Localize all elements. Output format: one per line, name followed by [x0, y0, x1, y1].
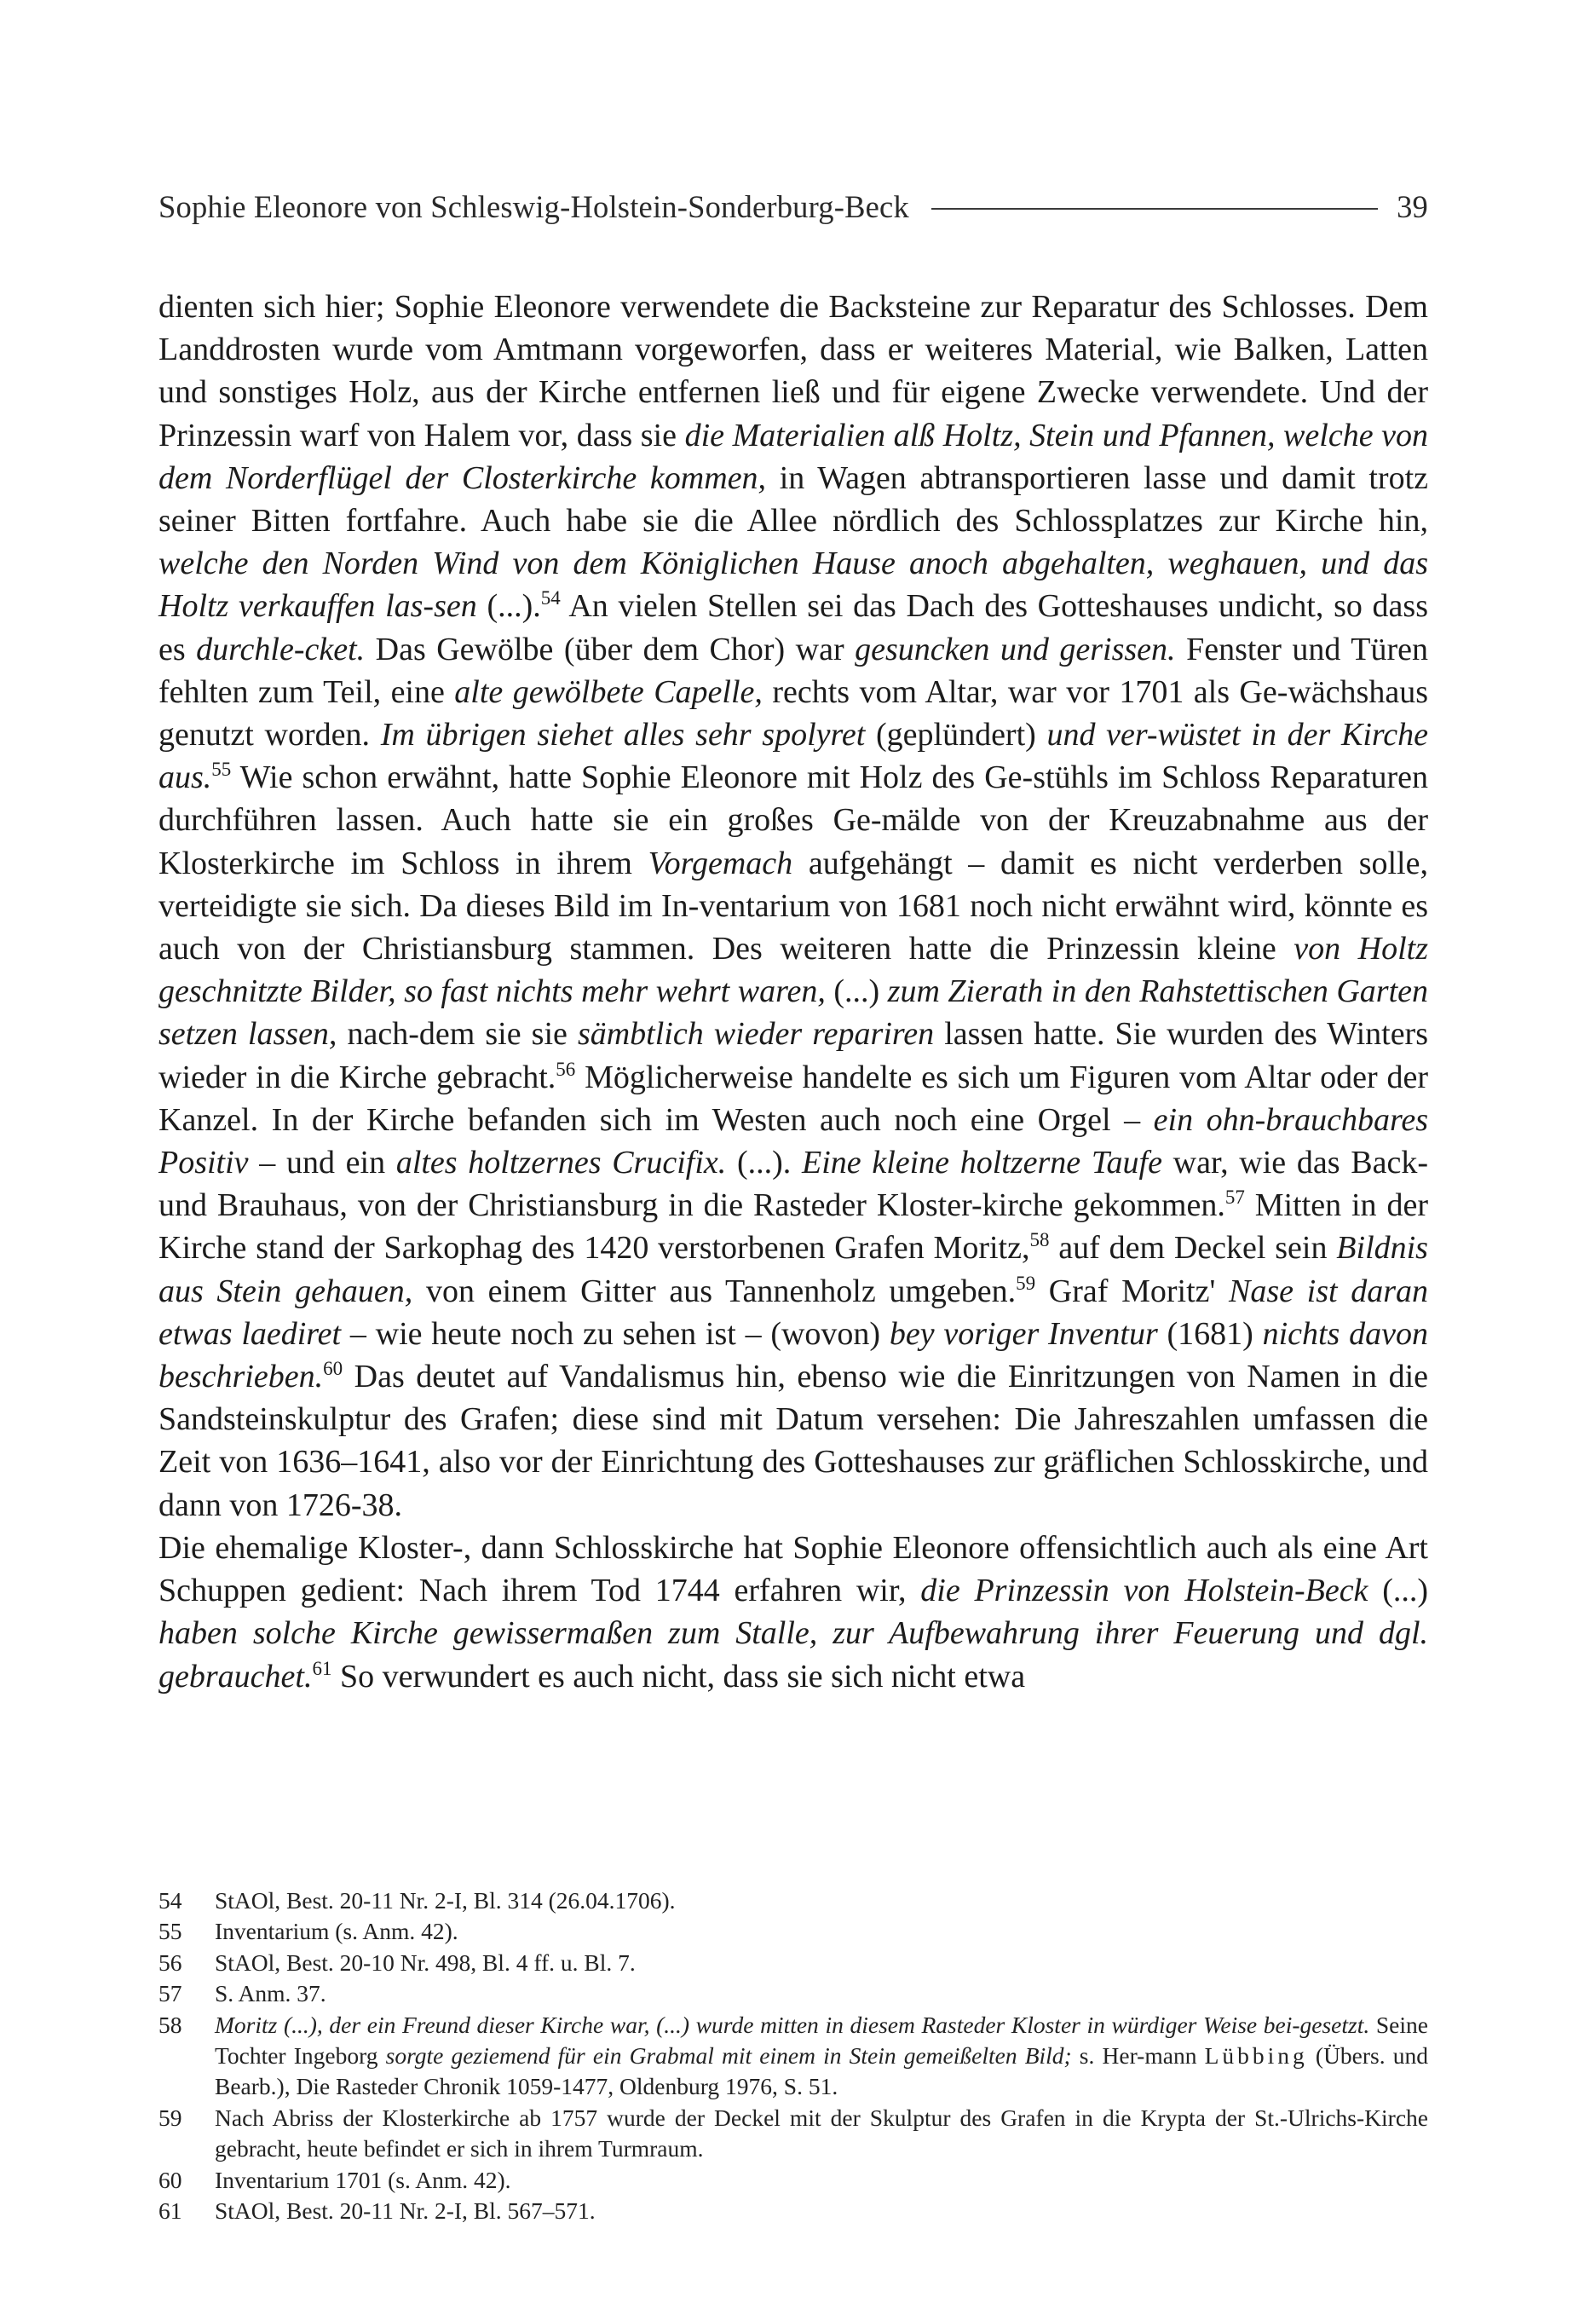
text-run: Graf Moritz' [1035, 1273, 1229, 1309]
text-run: von einem Gitter aus Tannenholz umgeben. [412, 1273, 1017, 1309]
text-run: rechts vom Altar, war vor 1701 als Ge-wächshaus genutzt worden. [158, 673, 1428, 753]
footnote [158, 2165, 1428, 2196]
text-run: Mitten in der Kirche stand der Sarkophag des 1420 verstorbenen Grafen Moritz, [158, 1187, 1428, 1267]
text-run: nach-dem sie sie [337, 1016, 578, 1053]
quote-run: altes holtzernes Crucifix. [395, 1145, 727, 1181]
footnote [158, 2010, 1428, 2103]
text-run: (Übers. und Bearb.), Die Rasteder Chronik 1059-1477, Oldenburg 1976, S. 51. [215, 2042, 1428, 2100]
quote-run: bey voriger Inventur [889, 1315, 1158, 1352]
footnote-ref: 55 [211, 759, 232, 781]
footnote-text: Nach Abriss der Klosterkirche ab 1757 wurde der Deckel mit der Skulptur des Grafen in die Krypta der St.-Ulrichs-Kirche gebracht, heute befindet er sich in ihrem Turmraum. [215, 2104, 1428, 2162]
text-run: An vielen Stellen sei das Dach des Gotteshauses undicht, so dass es [158, 588, 1428, 667]
footnote [158, 1978, 1428, 2009]
paragraph-1 [158, 286, 1428, 1527]
quote-run: welche den Norden Wind von dem Königlichen Hause anoch abgehalten, weghauen, und das Holtz verkauffen las-sen [158, 546, 1428, 625]
quote-run: und ver-wüstet in der Kirche aus. [158, 717, 1428, 796]
footnote [158, 1916, 1428, 1947]
quote-run: alte gewölbete Capelle, [454, 673, 763, 710]
quote-run: sämbtlich wieder repariren [577, 1016, 935, 1053]
body-text [158, 286, 1428, 1698]
text-run: (1681) [1157, 1315, 1263, 1352]
footnote-number: 54 [158, 1887, 182, 1914]
footnote-text: StAOl, Best. 20-11 Nr. 2-I, Bl. 314 (26.04.1706). [215, 1887, 676, 1914]
text-run: Das deutet auf Vandalismus hin, ebenso wie die Einritzungen von Namen in die Sandsteinskulptur des Grafen; diese sind mit Datum versehen: Die Jahreszahlen umfassen die Zeit von 1636–1641, also vor der Einrichtung des Gotteshauses zur gräflichen Schlosskirche, und dann von 1726-38. [158, 1359, 1428, 1523]
text-run: (...) [1368, 1573, 1429, 1609]
footnote-text: StAOl, Best. 20-11 Nr. 2-I, Bl. 567–571. [215, 2197, 596, 2225]
page-number: 39 [1397, 188, 1428, 224]
footnote-text: Inventarium (s. Anm. 42). [215, 1918, 458, 1945]
running-header [158, 186, 1428, 227]
text-run: (...) [825, 973, 888, 1010]
footnote-number: 57 [158, 1980, 182, 2007]
quote-run: sorgte geziemend für ein Grabmal mit einem in Stein gemeißelten Bild; [385, 2042, 1072, 2070]
author-name: Lübbing [1204, 2042, 1308, 2070]
footnote-text: S. Anm. 37. [215, 1980, 326, 2007]
text-run: Seine Tochter Ingeborg [215, 2011, 1428, 2070]
quote-run: von Holtz geschnitzte Bilder, so fast nichts mehr wehrt waren, [158, 931, 1428, 1010]
text-run: (...). [476, 588, 541, 625]
footnote-number: 55 [158, 1918, 182, 1945]
footnote [158, 1885, 1428, 1916]
footnote-ref: 58 [1029, 1229, 1050, 1251]
quote-run: Moritz (...), der ein Freund dieser Kirche war, (...) wurde mitten in diesem Rasteder Kloster in würdiger Weise bei-gesetzt. [215, 2011, 1370, 2038]
text-run: So verwundert es auch nicht, dass sie sich nicht etwa [331, 1658, 1026, 1695]
text-run: Möglicherweise handelte es sich um Figuren vom Altar oder der Kanzel. In der Kirche befanden sich im Westen auch noch eine Orgel – [158, 1059, 1428, 1138]
footnotes [158, 1885, 1428, 2226]
quote-run: zum Zierath in den Rahstettischen Garten setzen lassen, [158, 973, 1428, 1053]
text-run: – wie heute noch zu sehen ist – (wovon) [341, 1315, 890, 1352]
footnote-number: 59 [158, 2104, 182, 2131]
footnote-number: 58 [158, 2011, 182, 2038]
text-run: aufgehängt – damit es nicht verderben solle, verteidigte sie sich. Da dieses Bild im In-ventarium von 1681 noch nicht erwähnt wird, könnte es auch von der Christiansburg stammen. Des weiteren hatte die Prinzessin kleine [158, 845, 1428, 967]
footnote-text: Inventarium 1701 (s. Anm. 42). [215, 2166, 511, 2193]
quote-run: Bildnis aus Stein gehauen, [158, 1230, 1428, 1309]
quote-run: Im übrigen siehet alles sehr spolyret [380, 717, 866, 753]
footnote [158, 2103, 1428, 2165]
text-run: Die ehemalige Kloster-, dann Schlosskirche hat Sophie Eleonore offensichtlich auch als eine Art Schuppen gedient: Nach ihrem Tod 1744 erfahren wir, [158, 1529, 1428, 1609]
text-run: in Wagen abtransportieren lasse und damit trotz seiner Bitten fortfahre. Auch habe sie die Allee nördlich des Schlossplatzes zur Kirche hin, [158, 459, 1429, 540]
quote-run: gesuncken und gerissen. [855, 631, 1176, 667]
footnote-ref: 54 [540, 587, 561, 609]
text-run: s. Her-mann [1071, 2042, 1205, 2070]
footnote-ref: 61 [312, 1657, 332, 1679]
text-run: war, wie das Back- und Brauhaus, von der Christiansburg in die Rasteder Kloster-kirche gekommen. [158, 1145, 1428, 1224]
text-run: – und ein [248, 1145, 396, 1181]
text-run: Fenster und Türen fehlten zum Teil, eine [158, 631, 1428, 710]
quote-run: durchle-cket. [196, 631, 366, 667]
footnote-text [215, 2010, 1428, 2103]
footnote-text: StAOl, Best. 20-10 Nr. 498, Bl. 4 ff. u. Bl. 7. [215, 1949, 636, 1976]
footnote-number: 56 [158, 1949, 182, 1976]
text-run: auf dem Deckel sein [1049, 1230, 1337, 1267]
footnote-number: 60 [158, 2166, 182, 2193]
text-run: dienten sich hier; Sophie Eleonore verwendete die Backsteine zur Reparatur des Schlosses. Dem Landdrosten wurde vom Amtmann vorgeworfen, dass er weiteres Material, wie Balken, Latten und sonstiges Holz, aus der Kirche entfernen ließ und für eigene Zwecke verwendete. Und der Prinzessin warf von Halem vor, dass sie [158, 289, 1428, 453]
text-run: (geplündert) [865, 717, 1047, 753]
quote-run: haben solche Kirche gewissermaßen zum Stalle, zur Aufbewahrung ihrer Feuerung und dgl. gebrauchet. [158, 1615, 1428, 1695]
quote-run: die Prinzessin von Holstein-Beck [920, 1573, 1368, 1609]
text-run: Wie schon erwähnt, hatte Sophie Eleonore mit Holz des Ge-stühls im Schloss Reparaturen durchführen lassen. Auch hatte sie ein großes Ge-mälde von der Kreuzabnahme aus der Klosterkirche im Schloss in ihrem [158, 759, 1428, 881]
quote-run: Nase ist daran etwas laediret [158, 1273, 1428, 1352]
quote-run: ein ohn-brauchbares Positiv [158, 1101, 1428, 1181]
footnote [158, 2196, 1428, 2226]
quote-run: Vorgemach [648, 845, 793, 881]
text-run: (...). [726, 1145, 802, 1181]
paragraph-2 [158, 1527, 1428, 1698]
text-run: lassen hatte. Sie wurden des Winters wieder in die Kirche gebracht. [158, 1016, 1428, 1095]
header-rule [931, 208, 1378, 210]
quote-run: Eine kleine holtzerne Taufe [801, 1145, 1162, 1181]
footnote-ref: 59 [1016, 1272, 1036, 1294]
running-title: Sophie Eleonore von Schleswig-Holstein-Sonderburg-Beck [158, 188, 909, 224]
footnote [158, 1948, 1428, 1978]
footnote-ref: 60 [323, 1358, 343, 1380]
footnote-ref: 57 [1224, 1186, 1245, 1209]
text-run: Das Gewölbe (über dem Chor) war [365, 631, 856, 667]
quote-run: nichts davon beschrieben. [158, 1315, 1428, 1395]
footnote-ref: 56 [556, 1058, 576, 1080]
footnote-number: 61 [158, 2197, 182, 2225]
quote-run: die Materialien alß Holtz, Stein und Pfannen, welche von dem Norderflügel der Closterkirche kommen, [158, 417, 1429, 496]
